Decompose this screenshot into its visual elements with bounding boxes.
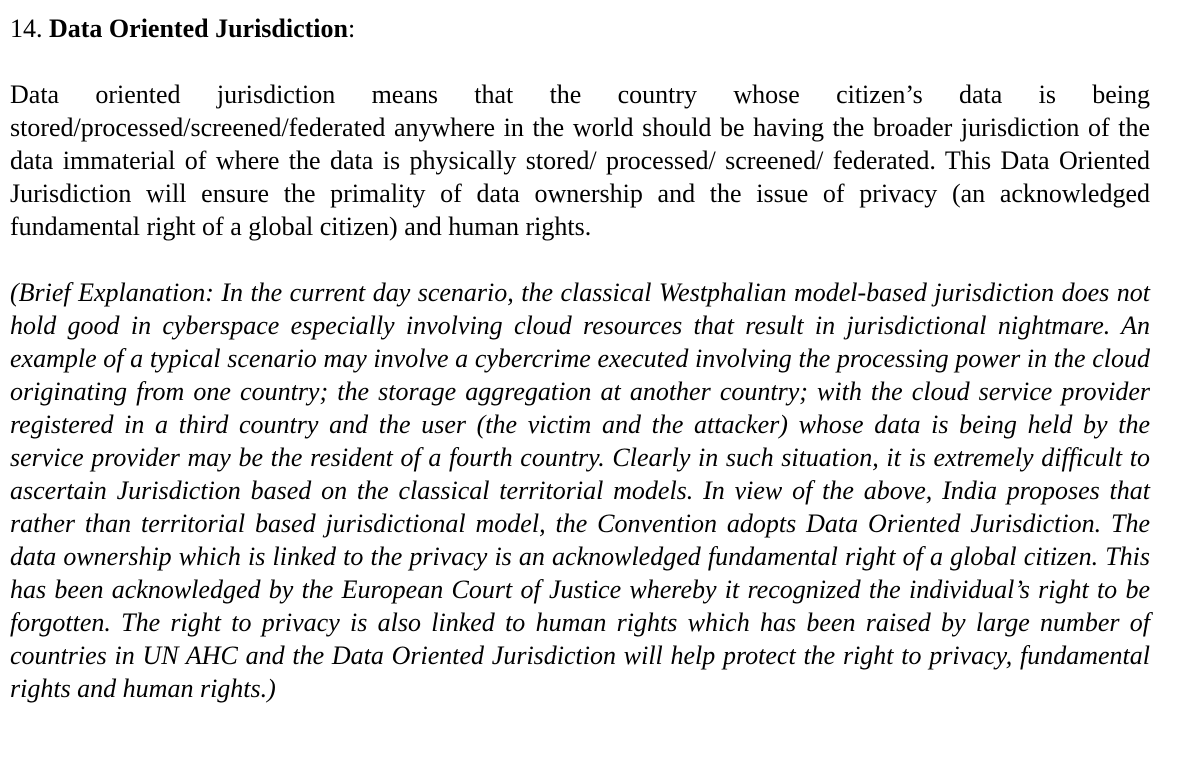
section-title-suffix: :: [348, 14, 356, 43]
section-heading: [10, 12, 1150, 45]
document-page: [10, 12, 1150, 705]
explanation-paragraph: (Brief Explanation: In the current day scenario, the classical Westphalian model-based jurisdiction does not hold good in cyberspace especially involving cloud resources that result in jurisdictional nightmare. An example of a typical scenario may involve a cybercrime executed involving the processing power in the cloud originating from one country; the storage aggregation at another country; with the cloud service provider registered in a third country and the user (the victim and the attacker) whose data is being held by the service provider may be the resident of a fourth country. Clearly in such situation, it is extremely difficult to ascertain Jurisdiction based on the classical territorial models. In view of the above, India proposes that rather than territorial based jurisdictional model, the Convention adopts Data Oriented Jurisdiction. The data ownership which is linked to the privacy is an acknowledged fundamental right of a global citizen. This has been acknowledged by the European Court of Justice whereby it recognized the individual’s right to be forgotten. The right to privacy is also linked to human rights which has been raised by large number of countries in UN AHC and the Data Oriented Jurisdiction will help protect the right to privacy, fundamental rights and human rights.): [10, 278, 1150, 703]
section-number: 14.: [10, 14, 43, 43]
section-title: Data Oriented Jurisdiction: [49, 14, 348, 43]
definition-paragraph: Data oriented jurisdiction means that the country whose citizen’s data is being stored/processed/screened/federated anywhere in the world should be having the broader jurisdiction of the data immaterial of where the data is physically stored/ processed/ screened/ federated. This Data Oriented Jurisdiction will ensure the primality of data ownership and the issue of privacy (an acknowledged fundamental right of a global citizen) and human rights.: [10, 80, 1150, 241]
